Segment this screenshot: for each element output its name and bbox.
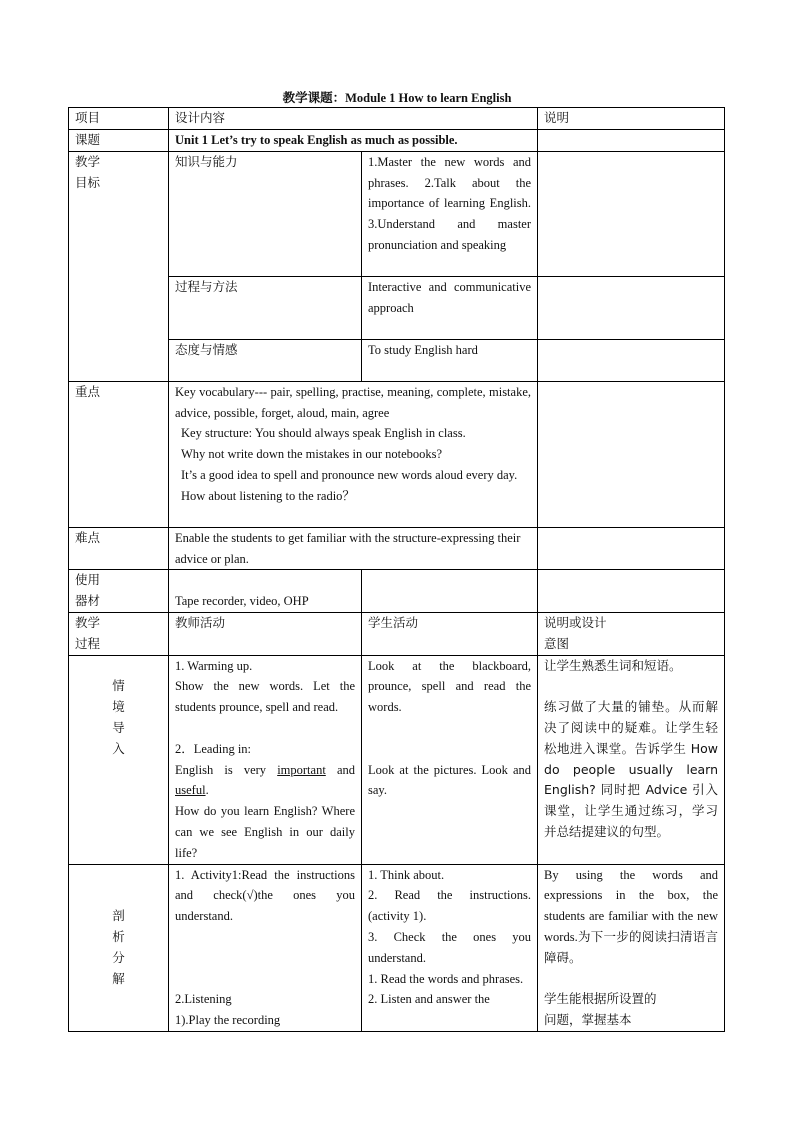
analysis-n1: By using the words and expressions in the box, the students are familiar with the new words.为下一步的阅读扫清语言障碍。 <box>544 867 719 965</box>
goals-label-1: 教学 <box>75 153 101 169</box>
analysis-s2: 2. Read the instructions. (activity 1). <box>368 888 532 924</box>
intro-n1: 让学生熟悉生词和短语。 <box>544 657 682 673</box>
process-header-row <box>69 612 725 655</box>
intro-t1-text: Show the new words. Let the students prounce, spell and read. <box>175 679 355 715</box>
process-header-label <box>69 612 169 655</box>
topic-value: Unit 1 Let’s try to speak English as much as possible. <box>169 129 538 151</box>
lesson-title: 教学课题：Module 1 How to learn English <box>282 91 512 105</box>
key-label: 重点 <box>69 381 169 527</box>
process-note <box>538 276 725 339</box>
underlined-important: important <box>277 762 326 777</box>
analysis-student <box>362 864 538 1031</box>
header-note: 说明 <box>538 108 725 130</box>
key-structure-4: How about listening to the radio？ <box>181 488 355 503</box>
intro-t2-title: 2．Leading in: <box>175 741 252 756</box>
intro-t2-question: How do you learn English? Where can we see English in our daily life? <box>175 804 355 860</box>
analysis-t1: 1. Activity1:Read the instructions and check(√)the ones you understand. <box>175 867 355 924</box>
topic-note <box>538 129 725 151</box>
note-design-header-2: 意图 <box>544 635 570 651</box>
analysis-teacher <box>169 864 362 1031</box>
analysis-t2-title: 2.Listening <box>175 992 232 1007</box>
analysis-label-2: 析 <box>112 928 125 944</box>
student-activity-header: 学生活动 <box>362 612 538 655</box>
equipment-empty-1 <box>362 570 538 613</box>
intro-label-2: 境 <box>112 699 125 715</box>
lesson-plan-table <box>68 107 725 1032</box>
analysis-note <box>538 864 725 1031</box>
intro-t2-text: English is very important and useful. <box>175 762 355 798</box>
header-design: 设计内容 <box>169 108 538 130</box>
key-structure-1: Key structure: You should always speak English in class. <box>181 426 466 441</box>
note-design-header-1: 说明或设计 <box>544 614 607 630</box>
goal-knowledge-row <box>69 151 725 276</box>
header-item: 项目 <box>69 108 169 130</box>
teacher-activity-header: 教师活动 <box>169 612 362 655</box>
knowledge-label: 知识与能力 <box>169 151 362 276</box>
intro-label-4: 入 <box>112 740 125 756</box>
intro-student <box>362 655 538 864</box>
equipment-empty-2 <box>538 570 725 613</box>
key-note <box>538 381 725 527</box>
key-vocab: Key vocabulary--- pair, spelling, practise, meaning, complete, mistake, advice, possible, forget, aloud, main, agree <box>175 384 532 420</box>
analysis-s5: 2. Listen and answer the <box>368 992 490 1007</box>
analysis-label-4: 解 <box>112 970 125 986</box>
analysis-n2: 学生能根据所设置的 <box>544 991 657 1007</box>
header-row <box>69 108 725 130</box>
equipment-label-1: 使用 <box>75 572 101 588</box>
underlined-useful: useful <box>175 783 206 798</box>
analysis-label-1: 剖 <box>112 908 125 924</box>
intro-row <box>69 655 725 864</box>
goals-label <box>69 151 169 381</box>
analysis-s4: 1. Read the words and phrases. <box>368 971 524 986</box>
difficulty-row <box>69 527 725 570</box>
equipment-row <box>69 570 725 613</box>
process-header-label-2: 过程 <box>75 635 101 651</box>
note-design-header <box>538 612 725 655</box>
analysis-label-3: 分 <box>112 949 125 965</box>
goals-label-2: 目标 <box>75 174 101 190</box>
attitude-text: To study English hard <box>362 339 538 381</box>
equipment-text: Tape recorder, video, OHP <box>169 570 362 613</box>
knowledge-text: 1.Master the new words and phrases. 2.Talk about the importance of learning English. 3.Understand and master pronunciation and speaking <box>362 151 538 276</box>
key-row <box>69 381 725 527</box>
intro-s2: Look at the pictures. Look and say. <box>368 762 532 798</box>
intro-label-3: 导 <box>112 719 125 735</box>
analysis-row <box>69 864 725 1031</box>
equipment-label <box>69 570 169 613</box>
intro-note <box>538 655 725 864</box>
difficulty-note <box>538 527 725 570</box>
analysis-s3: 3. Check the ones you understand. <box>368 929 532 965</box>
difficulty-text: Enable the students to get familiar with the structure-expressing their advice or plan. <box>169 527 538 570</box>
intro-t1-title: 1. Warming up. <box>175 658 253 673</box>
intro-teacher <box>169 655 362 864</box>
attitude-label: 态度与情感 <box>169 339 362 381</box>
analysis-n3: 问题，掌握基本 <box>544 1012 632 1028</box>
analysis-s1: 1. Think about. <box>368 867 445 882</box>
intro-s1: Look at the blackboard, prounce, spell and read the words. <box>368 658 532 715</box>
process-text: Interactive and communicative approach <box>362 276 538 339</box>
intro-label <box>69 655 169 864</box>
analysis-label <box>69 864 169 1031</box>
attitude-note <box>538 339 725 381</box>
equipment-label-2: 器材 <box>75 593 101 609</box>
topic-label: 课题 <box>69 129 169 151</box>
difficulty-label: 难点 <box>69 527 169 570</box>
intro-label-1: 情 <box>112 678 125 694</box>
process-label: 过程与方法 <box>169 276 362 339</box>
process-header-label-1: 教学 <box>75 614 101 630</box>
topic-row <box>69 129 725 151</box>
knowledge-note <box>538 151 725 276</box>
intro-n2: 练习做了大量的铺垫。从而解决了阅读中的疑难。让学生轻松地进入课堂。告诉学生 How do people usually learn English? 同时把 Advice 引入课堂，让学生通过练习，学习并总结提建议的句型。 <box>544 699 719 839</box>
key-content <box>169 381 538 527</box>
key-structure-3: It’s a good idea to spell and pronounce new words aloud every day. <box>181 467 518 482</box>
key-structure-2: Why not write down the mistakes in our notebooks? <box>181 447 443 462</box>
analysis-t2-1: 1).Play the recording <box>175 1013 281 1028</box>
